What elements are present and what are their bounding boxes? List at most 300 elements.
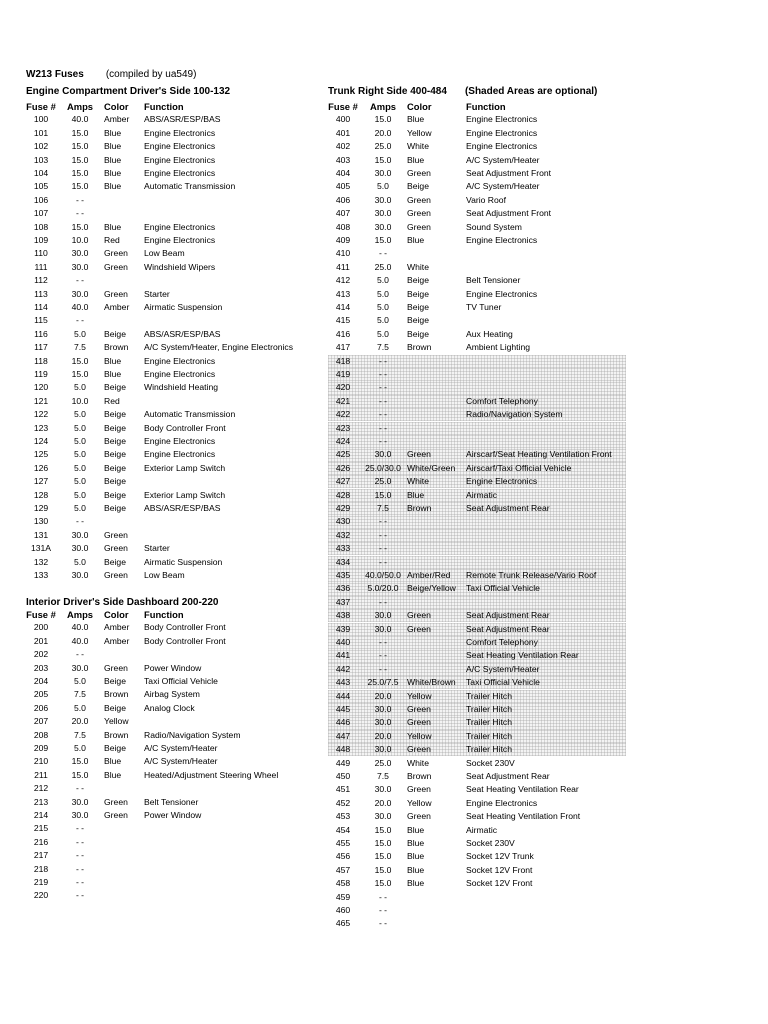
cell-amps: 5.0	[74, 328, 86, 339]
cell-color: Beige	[407, 315, 429, 326]
cell-fuse-number: 459	[335, 891, 351, 902]
table-row	[26, 448, 316, 461]
trunk-heading-text: Trunk Right Side 400-484	[328, 86, 447, 97]
cell-color: Blue	[407, 878, 425, 889]
cell-fuse-number: 424	[335, 436, 351, 446]
cell-color: Green	[104, 543, 128, 554]
cell-fuse-number: 127	[33, 476, 49, 487]
table-row	[26, 769, 316, 782]
cell-fuse-number: 427	[335, 476, 351, 487]
cell-color: Brown	[104, 689, 129, 700]
cell-color: Amber	[104, 302, 130, 312]
cell-amps: 30.0	[71, 543, 89, 554]
cell-fuse-number: 216	[33, 836, 49, 847]
cell-fuse-number: 408	[335, 221, 351, 232]
table-row	[328, 435, 626, 448]
cell-fuse-number: 418	[335, 355, 351, 366]
cell-amps: 5.0	[74, 702, 86, 713]
cell-amps: 40.0	[71, 635, 89, 646]
cell-function: Socket 12V Front	[466, 864, 533, 875]
cell-amps: 25.0	[374, 261, 392, 272]
cell-fuse-number: 210	[33, 756, 49, 767]
cell-fuse-number: 119	[34, 369, 48, 379]
cell-color: Beige	[104, 503, 126, 513]
table-row	[328, 194, 626, 207]
cell-function: Remote Trunk Release/Vario Roof	[466, 570, 597, 580]
cell-function: Airmatic Suspension	[144, 556, 223, 567]
table-row	[26, 221, 316, 234]
table-row	[26, 889, 316, 902]
cell-color: Beige	[104, 489, 126, 500]
cell-amps: 5.0	[74, 476, 86, 487]
cell-color: Green	[407, 811, 431, 822]
cell-color: Green	[104, 529, 128, 540]
cell-amps: 5.0	[377, 288, 389, 299]
cell-fuse-number: 442	[335, 663, 351, 674]
table-row	[26, 341, 316, 354]
cell-function: Seat Adjustment Rear	[466, 623, 550, 634]
cell-amps: 25.0	[374, 476, 392, 487]
cell-function: Body Controller Front	[144, 422, 226, 433]
table-row	[26, 662, 316, 675]
cell-fuse-number: 106	[33, 194, 49, 205]
table-row	[26, 635, 316, 648]
cell-color: Beige	[407, 275, 429, 286]
cell-amps: 5.0	[74, 409, 86, 420]
cell-function: A/C System/Heater	[466, 154, 540, 165]
cell-function: Socket 12V Trunk	[466, 851, 534, 862]
cell-function: Exterior Lamp Switch	[144, 489, 226, 500]
cell-fuse-number: 116	[34, 328, 48, 339]
cell-color: Brown	[407, 342, 432, 353]
cell-fuse-number: 430	[335, 516, 351, 527]
cell-function: Engine Electronics	[144, 154, 216, 165]
cell-fuse-number: 117	[34, 342, 48, 353]
cell-fuse-number: 128	[33, 489, 49, 500]
cell-function: A/C System/Heater	[144, 743, 218, 753]
cell-color: Green	[407, 784, 431, 795]
table-row	[328, 596, 626, 609]
engine-section-heading: Engine Compartment Driver's Side 100-132	[26, 86, 231, 97]
table-row	[26, 314, 316, 327]
cell-amps: 25.0/7.5	[367, 677, 399, 688]
cell-amps: 5.0	[74, 462, 86, 473]
cell-function: Engine Electronics	[144, 221, 216, 232]
table-row	[328, 489, 626, 502]
cell-fuse-number: 432	[335, 529, 351, 540]
cell-amps: 5.0	[377, 302, 389, 312]
table-row	[328, 877, 626, 890]
cell-amps: 15.0	[71, 141, 89, 152]
header-function: Function	[144, 101, 184, 112]
table-row	[328, 328, 626, 341]
cell-function: Power Window	[144, 810, 202, 820]
cell-fuse-number: 455	[335, 838, 351, 848]
cell-fuse-number: 120	[33, 382, 49, 393]
shaded-areas-note: (Shaded Areas are optional)	[464, 86, 598, 97]
table-row	[328, 904, 626, 917]
table-row	[26, 328, 316, 341]
cell-amps: - -	[378, 409, 388, 420]
cell-amps: - -	[75, 783, 85, 794]
table-header	[26, 100, 316, 113]
cell-amps: 7.5	[74, 342, 86, 353]
cell-function: Low Beam	[144, 248, 185, 259]
cell-function: Comfort Telephony	[466, 637, 538, 647]
cell-amps: - -	[378, 395, 388, 406]
cell-amps: 25.0/30.0	[365, 462, 401, 473]
cell-fuse-number: 433	[335, 543, 351, 554]
cell-color: White/Green	[407, 462, 456, 473]
cell-amps: 30.0	[71, 248, 89, 259]
cell-color: Green	[407, 208, 431, 219]
table-row	[26, 796, 316, 809]
cell-fuse-number: 440	[335, 637, 351, 647]
cell-color: Blue	[104, 141, 122, 152]
cell-color: Beige	[104, 702, 126, 713]
cell-color: Blue	[104, 181, 122, 192]
cell-amps: - -	[378, 905, 388, 915]
cell-fuse-number: 107	[33, 208, 49, 219]
cell-function: ABS/ASR/ESP/BAS	[144, 503, 221, 513]
cell-amps: - -	[378, 543, 388, 554]
table-row	[328, 569, 626, 582]
cell-function: Automatic Transmission	[144, 409, 236, 420]
cell-fuse-number: 444	[335, 690, 351, 701]
cell-fuse-number: 205	[33, 689, 49, 700]
table-row	[26, 422, 316, 435]
cell-fuse-number: 104	[33, 168, 49, 178]
cell-color: Blue	[104, 369, 122, 379]
cell-fuse-number: 217	[33, 850, 49, 861]
cell-function: Seat Adjustment Rear	[466, 503, 550, 513]
table-row	[328, 770, 626, 783]
cell-function: Engine Electronics	[466, 235, 538, 245]
cell-color: Blue	[104, 221, 122, 232]
cell-function: Body Controller Front	[144, 635, 226, 646]
table-row	[328, 582, 626, 595]
table-row	[328, 274, 626, 287]
cell-function: Trailer Hitch	[466, 704, 512, 714]
table-row	[26, 274, 316, 287]
cell-color: Brown	[407, 771, 432, 781]
cell-amps: - -	[378, 637, 388, 647]
cell-color: Blue	[407, 114, 425, 125]
cell-fuse-number: 428	[335, 489, 351, 500]
table-row	[328, 395, 626, 408]
cell-amps: 5.0	[74, 489, 86, 500]
cell-color: Green	[104, 796, 128, 807]
cell-amps: 15.0	[374, 114, 392, 125]
header-color: Color	[104, 101, 129, 112]
table-row	[26, 782, 316, 795]
table-row	[26, 715, 316, 728]
cell-color: Blue	[104, 756, 122, 767]
cell-amps: 7.5	[377, 342, 389, 353]
cell-function: Vario Roof	[466, 194, 506, 205]
table-row	[26, 876, 316, 889]
cell-amps: 15.0	[374, 235, 392, 245]
cell-color: Beige	[104, 676, 126, 686]
cell-function: A/C System/Heater	[466, 181, 540, 192]
cell-amps: - -	[75, 850, 85, 861]
cell-amps: 7.5	[74, 689, 86, 700]
cell-function: Engine Electronics	[466, 114, 538, 125]
cell-color: Blue	[407, 235, 425, 245]
table-row	[26, 809, 316, 822]
cell-fuse-number: 118	[34, 355, 48, 366]
cell-function: Socket 230V	[466, 757, 515, 768]
cell-color: Beige	[104, 462, 126, 473]
table-row	[26, 140, 316, 153]
cell-amps: 20.0	[374, 127, 392, 138]
cell-fuse-number: 110	[34, 248, 48, 259]
cell-fuse-number: 214	[33, 810, 49, 820]
table-row	[328, 663, 626, 676]
cell-function: Engine Electronics	[144, 141, 216, 152]
cell-color: Brown	[104, 342, 129, 353]
table-row	[26, 729, 316, 742]
cell-amps: 5.0	[377, 275, 389, 286]
table-row	[328, 154, 626, 167]
table-row	[328, 301, 626, 314]
cell-amps: 40.0	[71, 302, 89, 312]
table-row	[26, 127, 316, 140]
cell-amps: - -	[378, 596, 388, 607]
cell-fuse-number: 211	[34, 769, 48, 780]
cell-amps: 5.0	[74, 382, 86, 393]
cell-fuse-number: 404	[335, 168, 351, 178]
cell-color: Beige	[407, 181, 429, 192]
cell-function: Seat Adjustment Rear	[466, 610, 550, 621]
table-row	[328, 716, 626, 729]
cell-color: Amber	[104, 635, 130, 646]
cell-function: Socket 230V	[466, 838, 515, 848]
table-row	[26, 569, 316, 582]
cell-color: Green	[407, 623, 431, 634]
table-row	[328, 824, 626, 837]
cell-amps: 10.0	[71, 395, 89, 406]
cell-function: Ambient Lighting	[466, 342, 531, 353]
cell-amps: 30.0	[71, 662, 89, 673]
cell-fuse-number: 209	[33, 743, 49, 753]
cell-amps: 30.0	[71, 261, 89, 272]
table-row	[328, 757, 626, 770]
cell-color: Yellow	[407, 127, 432, 138]
cell-function: Seat Heating Ventilation Front	[466, 811, 581, 822]
cell-color: Green	[407, 610, 431, 621]
cell-amps: 30.0	[71, 529, 89, 540]
table-row	[328, 113, 626, 126]
table-row	[328, 314, 626, 327]
cell-fuse-number: 448	[335, 744, 351, 755]
cell-fuse-number: 414	[335, 302, 351, 312]
cell-fuse-number: 126	[33, 462, 49, 473]
table-row	[26, 395, 316, 408]
header-fuse-number: Fuse #	[26, 609, 56, 620]
cell-amps: 30.0	[71, 796, 89, 807]
cell-function: Engine Electronics	[144, 168, 216, 178]
table-row	[328, 730, 626, 743]
cell-color: Amber	[104, 622, 130, 633]
cell-amps: 7.5	[74, 729, 86, 740]
cell-fuse-number: 113	[34, 288, 48, 299]
table-row	[26, 542, 316, 555]
cell-color: Beige	[104, 449, 126, 460]
cell-fuse-number: 409	[335, 235, 351, 245]
cell-amps: - -	[75, 877, 85, 887]
table-row	[26, 836, 316, 849]
cell-fuse-number: 429	[335, 503, 351, 513]
cell-fuse-number: 202	[33, 649, 49, 660]
cell-amps: - -	[378, 422, 388, 433]
table-row	[328, 797, 626, 810]
cell-fuse-number: 421	[335, 395, 351, 406]
cell-amps: - -	[378, 382, 388, 393]
cell-function: Radio/Navigation System	[466, 409, 563, 420]
table-row	[328, 234, 626, 247]
cell-amps: 25.0	[374, 757, 392, 768]
cell-fuse-number: 423	[335, 422, 351, 433]
table-row	[26, 180, 316, 193]
table-row	[26, 435, 316, 448]
cell-fuse-number: 457	[335, 864, 351, 875]
cell-color: Beige	[104, 382, 126, 393]
header-function: Function	[144, 609, 184, 620]
cell-color: Blue	[104, 154, 122, 165]
cell-fuse-number: 405	[335, 181, 351, 192]
cell-fuse-number: 125	[33, 449, 49, 460]
cell-amps: - -	[75, 890, 85, 901]
cell-fuse-number: 445	[335, 704, 351, 714]
trunk-section-heading	[328, 86, 597, 97]
cell-color: Blue	[407, 824, 425, 835]
cell-fuse-number: 122	[33, 409, 49, 420]
cell-fuse-number: 422	[335, 409, 351, 420]
cell-fuse-number: 425	[335, 449, 351, 460]
table-row	[328, 221, 626, 234]
cell-color: Green	[407, 744, 431, 755]
cell-function: Airscarf/Seat Heating Ventilation Front	[466, 449, 612, 460]
cell-function: Automatic Transmission	[144, 181, 236, 192]
cell-color: Brown	[407, 503, 432, 513]
table-row	[26, 702, 316, 715]
cell-color: Red	[104, 395, 120, 406]
cell-fuse-number: 213	[33, 796, 49, 807]
cell-function: Body Controller Front	[144, 622, 226, 633]
cell-fuse-number: 400	[335, 114, 351, 125]
table-row	[328, 515, 626, 528]
cell-amps: 20.0	[374, 690, 392, 701]
table-row	[26, 234, 316, 247]
cell-amps: 5.0	[74, 503, 86, 513]
cell-color: Yellow	[407, 690, 432, 701]
cell-fuse-number: 417	[335, 342, 351, 353]
table-row	[26, 863, 316, 876]
cell-color: Beige	[104, 422, 126, 433]
cell-amps: 30.0	[374, 744, 392, 755]
cell-color: Green	[104, 570, 128, 580]
cell-color: Beige	[407, 328, 429, 339]
table-row	[26, 288, 316, 301]
cell-color: Beige	[104, 476, 126, 487]
table-row	[328, 690, 626, 703]
cell-function: Airmatic	[466, 824, 498, 835]
cell-function: A/C System/Heater, Engine Electronics	[144, 342, 294, 353]
table-row	[328, 850, 626, 863]
cell-fuse-number: 439	[335, 623, 351, 634]
table-row	[328, 636, 626, 649]
cell-fuse-number: 402	[335, 141, 351, 152]
cell-function: Heated/Adjustment Steering Wheel	[144, 769, 279, 780]
cell-fuse-number: 401	[335, 127, 351, 138]
table-row	[328, 180, 626, 193]
cell-color: Blue	[104, 168, 122, 178]
cell-amps: 30.0	[374, 208, 392, 219]
cell-fuse-number: 419	[335, 369, 351, 379]
table-row	[328, 462, 626, 475]
cell-color: Beige	[104, 328, 126, 339]
cell-color: Amber	[104, 114, 130, 125]
cell-function: Engine Electronics	[144, 369, 216, 379]
cell-fuse-number: 124	[33, 436, 49, 446]
cell-function: Seat Adjustment Front	[466, 208, 552, 219]
cell-color: White	[407, 476, 429, 487]
cell-color: Blue	[407, 864, 425, 875]
cell-amps: 20.0	[374, 730, 392, 741]
table-row	[328, 649, 626, 662]
cell-fuse-number: 103	[33, 154, 49, 165]
header-fuse-number: Fuse #	[26, 101, 56, 112]
cell-fuse-number: 456	[335, 851, 351, 862]
cell-function: Analog Clock	[144, 702, 195, 713]
cell-amps: 30.0	[374, 704, 392, 714]
cell-function: A/C System/Heater	[466, 663, 540, 674]
cell-function: Airbag System	[144, 689, 200, 700]
table-row	[328, 743, 626, 756]
cell-amps: - -	[378, 650, 388, 661]
cell-fuse-number: 133	[33, 570, 49, 580]
cell-function: Engine Electronics	[144, 449, 216, 460]
cell-amps: 5.0	[74, 676, 86, 686]
cell-fuse-number: 438	[335, 610, 351, 621]
table-row	[26, 154, 316, 167]
cell-function: Starter	[144, 288, 170, 299]
cell-function: Power Window	[144, 662, 202, 673]
header-amps: Amps	[66, 101, 94, 112]
cell-color: Green	[407, 704, 431, 714]
cell-amps: 15.0	[71, 181, 89, 192]
cell-fuse-number: 204	[33, 676, 49, 686]
cell-amps: - -	[378, 248, 388, 259]
cell-color: Yellow	[407, 730, 432, 741]
cell-amps: 30.0	[71, 288, 89, 299]
cell-fuse-number: 212	[33, 783, 49, 794]
cell-color: Brown	[104, 729, 129, 740]
cell-function: Engine Electronics	[144, 436, 216, 446]
cell-fuse-number: 206	[33, 702, 49, 713]
cell-fuse-number: 111	[34, 261, 48, 272]
cell-function: Sound System	[466, 221, 522, 232]
cell-fuse-number: 452	[335, 797, 351, 808]
cell-amps: 20.0	[374, 797, 392, 808]
cell-function: Airscarf/Taxi Official Vehicle	[466, 462, 572, 473]
cell-amps: 30.0	[374, 221, 392, 232]
cell-amps: - -	[75, 516, 85, 527]
cell-fuse-number: 108	[33, 221, 49, 232]
cell-amps: 5.0	[74, 449, 86, 460]
cell-color: Beige	[104, 556, 126, 567]
